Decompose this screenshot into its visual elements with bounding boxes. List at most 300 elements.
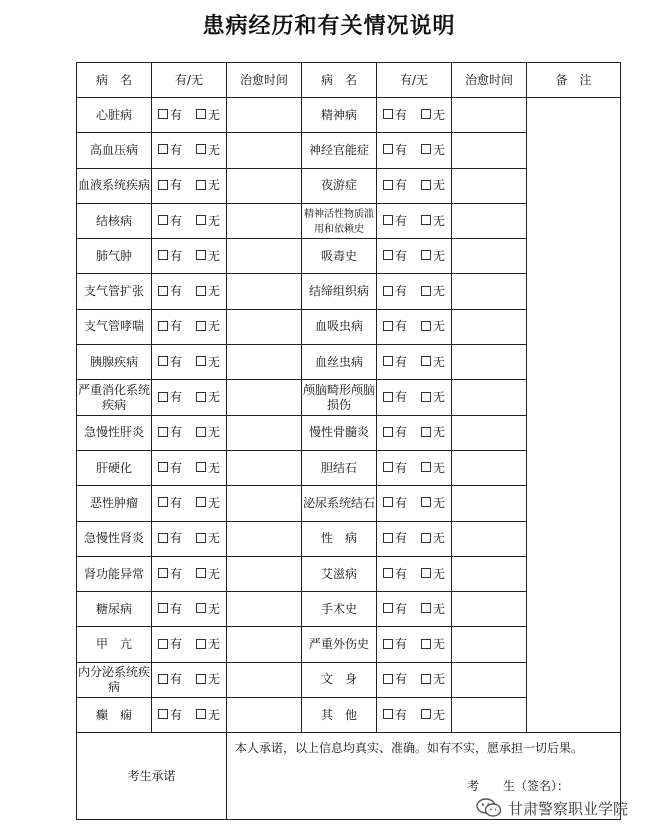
disease-name-left [77,98,152,133]
yes-option[interactable] [383,461,407,476]
yes-checkbox[interactable] [158,356,168,366]
no-label: 无 [208,566,221,581]
no-label: 无 [208,390,221,405]
no-option[interactable] [196,567,220,582]
yes-label: 有 [394,284,407,299]
yes-checkbox[interactable] [158,427,168,437]
yes-option[interactable] [383,390,407,405]
no-option[interactable] [421,531,445,546]
disease-label: 恶性肿瘤 [89,495,138,510]
disease-name-right [302,98,377,133]
yes-option[interactable] [158,602,182,617]
cure-time-field-right[interactable] [452,415,527,450]
no-option[interactable] [196,425,220,440]
yes-option[interactable] [158,108,182,123]
disease-label: 艾滋病 [320,566,357,581]
no-checkbox[interactable] [196,427,206,437]
yes-no-cell-left [152,203,227,238]
yes-label: 有 [169,107,182,122]
yes-label: 有 [394,460,407,475]
no-option[interactable] [196,355,220,370]
yes-label: 有 [394,248,407,263]
disease-label: 高血压病 [89,142,138,157]
disease-label: 胆结石 [320,460,357,475]
no-option[interactable] [196,178,220,193]
yes-label: 有 [169,672,182,687]
no-option[interactable] [196,496,220,511]
yes-checkbox[interactable] [383,250,393,260]
yes-no-cell-left [152,556,227,591]
disease-name-right [302,556,377,591]
no-option[interactable] [196,214,220,229]
yes-no-cell-right [377,450,452,485]
yes-option[interactable] [158,672,182,687]
header-remarks: 备 注 [527,63,621,98]
yes-option[interactable] [383,708,407,723]
cure-time-field-left[interactable] [227,168,302,203]
yes-checkbox[interactable] [158,674,168,684]
disease-name-left [77,698,152,733]
no-option[interactable] [421,708,445,723]
yes-option[interactable] [383,531,407,546]
no-checkbox[interactable] [421,180,431,190]
yes-checkbox[interactable] [158,533,168,543]
yes-checkbox[interactable] [383,109,393,119]
no-option[interactable] [196,249,220,264]
no-label: 无 [208,178,221,193]
cure-time-field-left[interactable] [227,486,302,521]
yes-option[interactable] [383,425,407,440]
no-checkbox[interactable] [421,568,431,578]
cure-time-field-right[interactable] [452,486,527,521]
no-option[interactable] [196,143,220,158]
no-checkbox[interactable] [421,427,431,437]
disease-name-right [302,380,377,415]
no-checkbox[interactable] [421,321,431,331]
yes-label: 有 [169,531,182,546]
no-label: 无 [208,107,221,122]
no-label: 无 [433,566,446,581]
yes-option[interactable] [383,672,407,687]
cure-time-field-left[interactable] [227,592,302,627]
cure-time-field-right[interactable] [452,133,527,168]
yes-checkbox[interactable] [383,568,393,578]
yes-checkbox[interactable] [383,674,393,684]
no-option[interactable] [196,461,220,476]
disease-name-right [302,662,377,697]
no-checkbox[interactable] [196,462,206,472]
disease-label: 文 身 [320,672,357,687]
yes-no-cell-right [377,592,452,627]
cure-time-field-right[interactable] [452,274,527,309]
cure-time-field-right[interactable] [452,662,527,697]
yes-no-cell-right [377,662,452,697]
no-checkbox[interactable] [421,533,431,543]
no-checkbox[interactable] [196,286,206,296]
no-label: 无 [433,319,446,334]
yes-label: 有 [169,390,182,405]
yes-option[interactable] [383,214,407,229]
yes-option[interactable] [158,461,182,476]
no-option[interactable] [421,390,445,405]
cure-time-field-left[interactable] [227,203,302,238]
yes-label: 有 [169,213,182,228]
no-option[interactable] [421,461,445,476]
no-label: 无 [208,707,221,722]
yes-option[interactable] [158,708,182,723]
yes-checkbox[interactable] [158,709,168,719]
cure-time-field-left[interactable] [227,662,302,697]
cure-time-field-right[interactable] [452,98,527,133]
disease-label: 支气管哮喘 [83,319,144,334]
yes-checkbox[interactable] [383,639,393,649]
yes-option[interactable] [158,249,182,264]
yes-checkbox[interactable] [383,392,393,402]
no-checkbox[interactable] [421,286,431,296]
yes-checkbox[interactable] [158,462,168,472]
no-checkbox[interactable] [196,109,206,119]
no-checkbox[interactable] [421,674,431,684]
no-label: 无 [208,637,221,652]
cure-time-field-left[interactable] [227,521,302,556]
no-option[interactable] [196,390,220,405]
no-option[interactable] [421,319,445,334]
yes-checkbox[interactable] [158,144,168,154]
no-checkbox[interactable] [421,356,431,366]
yes-label: 有 [169,284,182,299]
cure-time-field-left[interactable] [227,450,302,485]
disease-name-left [77,415,152,450]
disease-label: 甲 亢 [95,637,132,652]
disease-label: 慢性骨髓炎 [308,425,369,440]
yes-checkbox[interactable] [383,533,393,543]
yes-checkbox[interactable] [158,568,168,578]
table-row [77,98,621,133]
no-checkbox[interactable] [421,709,431,719]
yes-no-cell-left [152,345,227,380]
no-checkbox[interactable] [196,144,206,154]
disease-label: 肝硬化 [95,460,132,475]
yes-checkbox[interactable] [158,392,168,402]
no-checkbox[interactable] [196,497,206,507]
yes-label: 有 [169,637,182,652]
yes-option[interactable] [383,602,407,617]
cure-time-field-right[interactable] [452,556,527,591]
no-option[interactable] [421,284,445,299]
yes-label: 有 [169,425,182,440]
yes-label: 有 [394,601,407,616]
no-checkbox[interactable] [196,533,206,543]
no-label: 无 [433,425,446,440]
no-label: 无 [433,354,446,369]
no-option[interactable] [421,425,445,440]
cure-time-field-right[interactable] [452,521,527,556]
header-cure-time-left: 治愈时间 [227,63,302,98]
yes-label: 有 [394,178,407,193]
no-label: 无 [208,354,221,369]
disease-name-left [77,556,152,591]
yes-label: 有 [394,672,407,687]
yes-checkbox[interactable] [383,286,393,296]
yes-option[interactable] [158,284,182,299]
no-option[interactable] [196,708,220,723]
no-option[interactable] [196,637,220,652]
yes-label: 有 [169,142,182,157]
yes-option[interactable] [158,214,182,229]
no-checkbox[interactable] [196,180,206,190]
cure-time-field-left[interactable] [227,239,302,274]
yes-checkbox[interactable] [158,603,168,613]
yes-option[interactable] [158,178,182,193]
disease-name-left [77,203,152,238]
yes-checkbox[interactable] [383,321,393,331]
no-option[interactable] [196,602,220,617]
yes-option[interactable] [383,284,407,299]
yes-checkbox[interactable] [383,497,393,507]
disease-label: 严重外伤史 [308,637,369,652]
no-checkbox[interactable] [196,709,206,719]
medical-history-table [76,62,621,820]
header-disease-left: 病 名 [77,63,152,98]
disease-name-right [302,239,377,274]
no-option[interactable] [421,355,445,370]
yes-checkbox[interactable] [158,250,168,260]
cure-time-field-right[interactable] [452,380,527,415]
yes-checkbox[interactable] [158,180,168,190]
yes-option[interactable] [383,355,407,370]
no-option[interactable] [421,143,445,158]
no-checkbox[interactable] [196,392,206,402]
disease-name-left [77,450,152,485]
cure-time-field-left[interactable] [227,415,302,450]
cure-time-field-right[interactable] [452,592,527,627]
yes-label: 有 [169,354,182,369]
no-checkbox[interactable] [421,250,431,260]
yes-option[interactable] [158,355,182,370]
yes-checkbox[interactable] [383,144,393,154]
cure-time-field-left[interactable] [227,380,302,415]
disease-name-left [77,168,152,203]
cure-time-field-left[interactable] [227,309,302,344]
cure-time-field-right[interactable] [452,309,527,344]
disease-label: 严重消化系统疾病 [77,382,150,412]
yes-checkbox[interactable] [383,603,393,613]
yes-option[interactable] [158,425,182,440]
disease-label: 肾功能异常 [83,566,144,581]
yes-label: 有 [394,707,407,722]
cure-time-field-left[interactable] [227,698,302,733]
no-label: 无 [433,601,446,616]
disease-label: 结缔组织病 [308,284,369,299]
cure-time-field-right[interactable] [452,698,527,733]
yes-option[interactable] [383,567,407,582]
disease-name-right [302,203,377,238]
yes-option[interactable] [383,496,407,511]
cure-time-field-left[interactable] [227,345,302,380]
cure-time-field-right[interactable] [452,239,527,274]
disease-label: 精神活性物质滥用和依赖史 [304,209,374,236]
header-cure-time-right: 治愈时间 [452,63,527,98]
yes-checkbox[interactable] [383,180,393,190]
yes-no-cell-right [377,274,452,309]
no-option[interactable] [196,319,220,334]
cure-time-field-right[interactable] [452,627,527,662]
yes-checkbox[interactable] [383,215,393,225]
disease-label: 神经官能症 [308,142,369,157]
no-option[interactable] [421,178,445,193]
cure-time-field-right[interactable] [452,203,527,238]
cure-time-field-left[interactable] [227,627,302,662]
remarks-field[interactable] [527,98,621,733]
yes-no-cell-right [377,415,452,450]
cure-time-field-right[interactable] [452,345,527,380]
yes-no-cell-left [152,133,227,168]
yes-option[interactable] [158,637,182,652]
no-checkbox[interactable] [421,144,431,154]
yes-option[interactable] [158,567,182,582]
no-checkbox[interactable] [196,321,206,331]
yes-option[interactable] [158,319,182,334]
disease-name-left [77,486,152,521]
no-label: 无 [433,284,446,299]
disease-name-right [302,627,377,662]
no-label: 无 [208,248,221,263]
no-checkbox[interactable] [421,109,431,119]
no-option[interactable] [421,214,445,229]
no-option[interactable] [196,108,220,123]
yes-option[interactable] [383,108,407,123]
no-label: 无 [208,213,221,228]
disease-label: 糖尿病 [95,601,132,616]
yes-no-cell-left [152,698,227,733]
no-option[interactable] [196,284,220,299]
no-option[interactable] [421,567,445,582]
cure-time-field-left[interactable] [227,98,302,133]
no-option[interactable] [421,496,445,511]
yes-checkbox[interactable] [158,321,168,331]
no-checkbox[interactable] [421,215,431,225]
yes-option[interactable] [383,143,407,158]
yes-no-cell-left [152,486,227,521]
no-checkbox[interactable] [421,497,431,507]
disease-label: 内分泌系统疾病 [77,664,150,694]
yes-checkbox[interactable] [158,215,168,225]
no-checkbox[interactable] [196,639,206,649]
disease-name-left [77,380,152,415]
yes-option[interactable] [383,319,407,334]
yes-label: 有 [394,531,407,546]
cure-time-field-left[interactable] [227,133,302,168]
yes-option[interactable] [383,249,407,264]
yes-checkbox[interactable] [383,709,393,719]
yes-no-cell-right [377,203,452,238]
yes-checkbox[interactable] [383,356,393,366]
disease-name-left [77,239,152,274]
disease-name-right [302,486,377,521]
yes-no-cell-right [377,345,452,380]
disease-name-right [302,521,377,556]
yes-checkbox[interactable] [158,497,168,507]
yes-option[interactable] [158,531,182,546]
disease-name-left [77,133,152,168]
yes-checkbox[interactable] [383,427,393,437]
yes-label: 有 [394,142,407,157]
no-option[interactable] [421,637,445,652]
no-option[interactable] [421,672,445,687]
disease-name-left [77,309,152,344]
disease-label: 血吸虫病 [314,319,363,334]
no-option[interactable] [421,108,445,123]
no-checkbox[interactable] [421,392,431,402]
disease-label: 胰腺疾病 [89,354,138,369]
no-label: 无 [208,495,221,510]
yes-no-cell-left [152,415,227,450]
disease-label: 急慢性肝炎 [83,425,144,440]
no-checkbox[interactable] [196,250,206,260]
cure-time-field-right[interactable] [452,168,527,203]
no-label: 无 [208,319,221,334]
no-option[interactable] [421,602,445,617]
disease-name-left [77,662,152,697]
no-option[interactable] [421,249,445,264]
no-label: 无 [433,495,446,510]
yes-no-cell-left [152,592,227,627]
no-checkbox[interactable] [421,639,431,649]
yes-checkbox[interactable] [158,639,168,649]
disease-name-right [302,168,377,203]
yes-no-cell-left [152,662,227,697]
yes-no-cell-right [377,556,452,591]
no-label: 无 [433,248,446,263]
disease-label: 其 他 [320,707,357,722]
yes-option[interactable] [158,390,182,405]
cure-time-field-right[interactable] [452,450,527,485]
no-checkbox[interactable] [196,356,206,366]
no-checkbox[interactable] [421,462,431,472]
cure-time-field-left[interactable] [227,274,302,309]
disease-label: 血液系统疾病 [77,178,150,193]
no-option[interactable] [196,531,220,546]
yes-label: 有 [394,107,407,122]
yes-option[interactable] [383,178,407,193]
no-checkbox[interactable] [196,674,206,684]
yes-option[interactable] [158,143,182,158]
yes-no-cell-right [377,98,452,133]
no-label: 无 [208,142,221,157]
no-checkbox[interactable] [421,603,431,613]
yes-checkbox[interactable] [383,462,393,472]
no-checkbox[interactable] [196,215,206,225]
disease-label: 心脏病 [95,107,132,122]
no-label: 无 [208,672,221,687]
no-checkbox[interactable] [196,568,206,578]
yes-no-cell-left [152,274,227,309]
yes-label: 有 [394,495,407,510]
no-label: 无 [433,637,446,652]
yes-checkbox[interactable] [158,109,168,119]
cure-time-field-left[interactable] [227,556,302,591]
yes-checkbox[interactable] [158,286,168,296]
yes-label: 有 [169,460,182,475]
disease-name-right [302,274,377,309]
disease-name-left [77,521,152,556]
no-checkbox[interactable] [196,603,206,613]
disease-name-left [77,345,152,380]
no-option[interactable] [196,672,220,687]
yes-option[interactable] [158,496,182,511]
disease-name-right [302,415,377,450]
yes-option[interactable] [383,637,407,652]
